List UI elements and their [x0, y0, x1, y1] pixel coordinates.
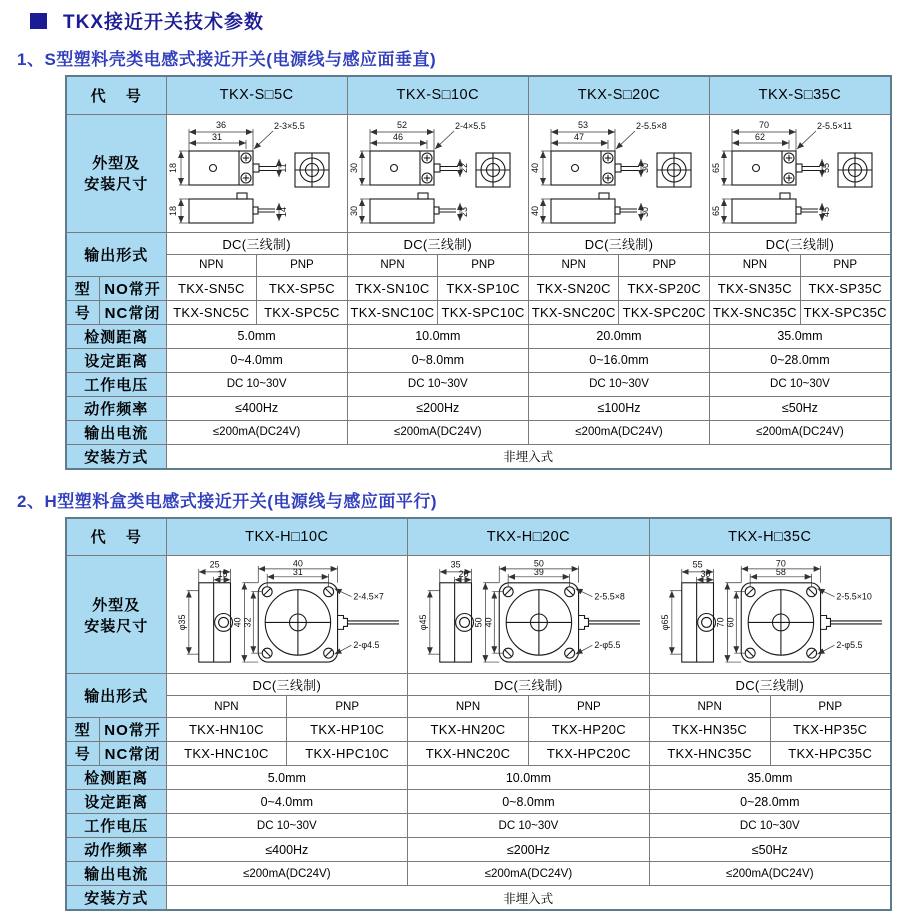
nc-closed-label: NC常闭: [99, 300, 166, 324]
frequency-row: [66, 396, 891, 420]
value-cell: ≤200Hz: [408, 838, 650, 862]
set-distance-row: [66, 790, 891, 814]
model-cell: TKX-SPC35C: [800, 300, 891, 324]
value-cell: 0~8.0mm: [408, 790, 650, 814]
dim-label: 40: [530, 206, 540, 216]
output-form-row: [66, 674, 891, 696]
value-cell: ≤200mA(DC24V): [649, 862, 891, 886]
detect-distance-label: 检测距离: [66, 766, 166, 790]
output-form-row: [66, 232, 891, 254]
model-cell: TKX-SNC5C: [166, 300, 257, 324]
h-outline-drawing-10c: [167, 557, 407, 672]
value-cell: ≤200mA(DC24V): [528, 420, 709, 444]
s-outline-drawing-35c: [710, 115, 891, 231]
npn-cell: NPN: [710, 254, 801, 276]
mounting-label: 安装方式: [66, 444, 166, 469]
model-column-header: TKX-S□35C: [710, 76, 891, 114]
value-cell: DC 10~30V: [649, 814, 891, 838]
model-cell: TKX-HN20C: [408, 718, 529, 742]
pnp-cell: PNP: [770, 696, 891, 718]
dim-label: 15: [217, 569, 227, 579]
dim-label: 70: [776, 558, 786, 568]
dc-type-cell: DC(三线制): [649, 674, 891, 696]
mounting-label: 安装方式: [66, 886, 166, 911]
detect-distance-row: [66, 766, 891, 790]
dim-label: 35: [451, 559, 461, 569]
model-column-header: TKX-H□20C: [408, 518, 650, 556]
model-cell: TKX-HNC35C: [649, 742, 770, 766]
dim-label: 31: [212, 132, 222, 142]
dim-label: 65: [711, 163, 721, 173]
value-cell: DC 10~30V: [166, 814, 408, 838]
value-cell: DC 10~30V: [710, 372, 891, 396]
value-cell: 0~4.0mm: [166, 348, 347, 372]
value-cell: DC 10~30V: [528, 372, 709, 396]
npn-cell: NPN: [166, 254, 257, 276]
s-outline-drawing-5c: [167, 115, 348, 231]
value-cell: ≤50Hz: [649, 838, 891, 862]
nc-closed-label: NC常闭: [99, 742, 166, 766]
value-cell: 35.0mm: [649, 766, 891, 790]
dim-label: 14: [278, 207, 288, 217]
pnp-cell: PNP: [800, 254, 891, 276]
value-cell: 35.0mm: [710, 324, 891, 348]
dim-label: 40: [293, 558, 303, 568]
value-cell: ≤100Hz: [528, 396, 709, 420]
dims-label-line1: 外型及: [92, 597, 140, 614]
datasheet-page: [0, 7, 900, 895]
code-row-label: 代 号: [66, 518, 166, 556]
value-cell: ≤200mA(DC24V): [166, 862, 408, 886]
model-cell: TKX-SNC35C: [710, 300, 801, 324]
model-column-header: TKX-S□5C: [166, 76, 347, 114]
value-cell: 0~28.0mm: [710, 348, 891, 372]
dim-label: 46: [393, 132, 403, 142]
page-title-text: TKX接近开关技术参数: [63, 7, 264, 34]
value-cell: 0~28.0mm: [649, 790, 891, 814]
dimensions-row-label: [66, 556, 166, 674]
model-char-cell: 号: [66, 742, 99, 766]
header-row: [66, 76, 891, 114]
dim-label: 39: [534, 567, 544, 577]
code-row-label: 代 号: [66, 76, 166, 114]
dim-label: 23: [459, 207, 469, 217]
dim-label: 30: [640, 207, 650, 217]
dim-label: 53: [578, 120, 588, 130]
dim-label: 22: [459, 163, 469, 173]
dim-label: 2-φ4.5: [353, 640, 379, 650]
pnp-cell: PNP: [528, 696, 649, 718]
model-cell: TKX-SN35C: [710, 276, 801, 300]
model-cell: TKX-SP10C: [438, 276, 529, 300]
pnp-cell: PNP: [287, 696, 408, 718]
section2-heading: 2、H型塑料盒类电感式接近开关(电源线与感应面平行): [17, 487, 900, 512]
model-cell: TKX-HN35C: [649, 718, 770, 742]
dim-label: 40: [530, 163, 540, 173]
model-cell: TKX-SPC5C: [257, 300, 348, 324]
dim-label: 2-5.5×10: [836, 592, 871, 602]
dim-label: φ35: [177, 615, 187, 631]
drawing-cell: [649, 556, 891, 674]
value-cell: 0~16.0mm: [528, 348, 709, 372]
model-cell: TKX-SN20C: [528, 276, 619, 300]
h-type-spec-table: [65, 517, 892, 911]
dims-label-line2: 安装尺寸: [84, 618, 148, 635]
value-cell: 0~8.0mm: [347, 348, 528, 372]
nc-model-row: [66, 742, 891, 766]
model-column-header: TKX-S□20C: [528, 76, 709, 114]
dim-label: 70: [759, 120, 769, 130]
npn-pnp-row: [66, 254, 891, 276]
dim-label: 70: [715, 617, 725, 627]
dim-label: 18: [168, 163, 178, 173]
voltage-row: [66, 372, 891, 396]
dim-label: 2-5.5×11: [817, 121, 852, 131]
model-cell: TKX-HPC10C: [287, 742, 408, 766]
dim-label: 55: [692, 559, 702, 569]
dim-label: 62: [755, 132, 765, 142]
section1-heading: 1、S型塑料壳类电感式接近开关(电源线与感应面垂直): [17, 45, 900, 70]
value-cell: 5.0mm: [166, 766, 408, 790]
detect-distance-row: [66, 324, 891, 348]
frequency-label: 动作频率: [66, 396, 166, 420]
dimensions-row-label: [66, 114, 166, 232]
dim-label: 2-φ5.5: [595, 640, 621, 650]
dc-type-cell: DC(三线制): [528, 232, 709, 254]
model-cell: TKX-SPC10C: [438, 300, 529, 324]
dim-label: 2-4.5×7: [353, 592, 384, 602]
page-title: [30, 7, 900, 34]
value-cell: ≤200Hz: [347, 396, 528, 420]
dim-label: 60: [725, 617, 735, 627]
dc-type-cell: DC(三线制): [408, 674, 650, 696]
output-form-label: 输出形式: [66, 232, 166, 276]
dim-label: 2-5.5×8: [595, 592, 626, 602]
dim-label: 2-3×5.5: [274, 121, 305, 131]
value-cell: 5.0mm: [166, 324, 347, 348]
model-cell: TKX-HN10C: [166, 718, 287, 742]
model-column-header: TKX-S□10C: [347, 76, 528, 114]
model-cell: TKX-HP35C: [770, 718, 891, 742]
value-cell: 20.0mm: [528, 324, 709, 348]
dim-label: 30: [640, 163, 650, 173]
value-cell: 0~4.0mm: [166, 790, 408, 814]
dc-type-cell: DC(三线制): [166, 674, 408, 696]
s-outline-drawing-10c: [348, 115, 529, 231]
value-cell: 10.0mm: [408, 766, 650, 790]
value-cell: ≤200mA(DC24V): [710, 420, 891, 444]
dimension-drawing-row: [66, 556, 891, 674]
no-open-label: NO常开: [99, 718, 166, 742]
current-row: [66, 420, 891, 444]
dims-label-line1: 外型及: [92, 155, 140, 172]
npn-pnp-row: [66, 696, 891, 718]
model-column-header: TKX-H□35C: [649, 518, 891, 556]
voltage-label: 工作电压: [66, 372, 166, 396]
dim-label: φ65: [660, 615, 670, 631]
value-cell: ≤200mA(DC24V): [408, 862, 650, 886]
dim-label: 30: [349, 206, 359, 216]
model-cell: TKX-SP35C: [800, 276, 891, 300]
npn-cell: NPN: [408, 696, 529, 718]
current-label: 输出电流: [66, 420, 166, 444]
mounting-value-cell: 非埋入式: [166, 886, 891, 911]
detect-distance-label: 检测距离: [66, 324, 166, 348]
model-cell: TKX-HP20C: [528, 718, 649, 742]
frequency-label: 动作频率: [66, 838, 166, 862]
dim-label: 55: [821, 163, 831, 173]
pnp-cell: PNP: [257, 254, 348, 276]
value-cell: ≤200mA(DC24V): [166, 420, 347, 444]
model-cell: TKX-SP20C: [619, 276, 710, 300]
dim-label: φ45: [418, 615, 428, 631]
mounting-row: [66, 886, 891, 911]
drawing-cell: [710, 114, 891, 232]
no-model-row: [66, 276, 891, 300]
model-cell: TKX-SP5C: [257, 276, 348, 300]
model-cell: TKX-SNC20C: [528, 300, 619, 324]
dc-type-cell: DC(三线制): [166, 232, 347, 254]
pnp-cell: PNP: [438, 254, 529, 276]
no-model-row: [66, 718, 891, 742]
dims-label-line2: 安装尺寸: [84, 176, 148, 193]
dim-label: 50: [474, 617, 484, 627]
model-column-header: TKX-H□10C: [166, 518, 408, 556]
npn-cell: NPN: [166, 696, 287, 718]
npn-cell: NPN: [649, 696, 770, 718]
mounting-value-cell: 非埋入式: [166, 444, 891, 469]
dim-label: 50: [534, 558, 544, 568]
header-row: [66, 518, 891, 556]
dim-label: 2-φ5.5: [836, 640, 862, 650]
mounting-row: [66, 444, 891, 469]
set-distance-label: 设定距离: [66, 790, 166, 814]
value-cell: ≤200mA(DC24V): [347, 420, 528, 444]
model-cell: TKX-HNC20C: [408, 742, 529, 766]
set-distance-row: [66, 348, 891, 372]
dimension-drawing-row: [66, 114, 891, 232]
model-cell: TKX-HPC20C: [528, 742, 649, 766]
drawing-cell: [166, 114, 347, 232]
value-cell: ≤50Hz: [710, 396, 891, 420]
model-cell: TKX-HNC10C: [166, 742, 287, 766]
h-outline-drawing-35c: [650, 557, 890, 672]
dc-type-cell: DC(三线制): [710, 232, 891, 254]
dim-label: 52: [397, 120, 407, 130]
dim-label: 32: [242, 617, 252, 627]
model-cell: TKX-SPC20C: [619, 300, 710, 324]
dim-label: 30: [349, 163, 359, 173]
set-distance-label: 设定距离: [66, 348, 166, 372]
drawing-cell: [528, 114, 709, 232]
nc-model-row: [66, 300, 891, 324]
value-cell: ≤400Hz: [166, 396, 347, 420]
dim-label: 40: [232, 617, 242, 627]
value-cell: DC 10~30V: [347, 372, 528, 396]
dim-label: 36: [216, 120, 226, 130]
s-type-spec-table: [65, 75, 892, 470]
value-cell: ≤400Hz: [166, 838, 408, 862]
drawing-cell: [408, 556, 650, 674]
dim-label: 30: [700, 569, 710, 579]
frequency-row: [66, 838, 891, 862]
no-open-label: NO常开: [99, 276, 166, 300]
voltage-row: [66, 814, 891, 838]
output-form-label: 输出形式: [66, 674, 166, 718]
pnp-cell: PNP: [619, 254, 710, 276]
dim-label: 18: [168, 206, 178, 216]
npn-cell: NPN: [528, 254, 619, 276]
s-outline-drawing-20c: [529, 115, 710, 231]
dim-label: 11: [278, 163, 288, 172]
dim-label: 2-4×5.5: [455, 121, 486, 131]
model-char-cell: 号: [66, 300, 99, 324]
value-cell: DC 10~30V: [408, 814, 650, 838]
voltage-label: 工作电压: [66, 814, 166, 838]
model-cell: TKX-HP10C: [287, 718, 408, 742]
current-row: [66, 862, 891, 886]
value-cell: 10.0mm: [347, 324, 528, 348]
dim-label: 31: [293, 567, 303, 577]
model-cell: TKX-SN5C: [166, 276, 257, 300]
dim-label: 65: [711, 206, 721, 216]
model-cell: TKX-SN10C: [347, 276, 438, 300]
model-char-cell: 型: [66, 276, 99, 300]
dim-label: 2-5.5×8: [636, 121, 667, 131]
h-outline-drawing-20c: [408, 557, 648, 672]
dc-type-cell: DC(三线制): [347, 232, 528, 254]
model-char-cell: 型: [66, 718, 99, 742]
dim-label: 20: [459, 569, 469, 579]
dim-label: 45: [821, 207, 831, 217]
current-label: 输出电流: [66, 862, 166, 886]
dim-label: 58: [776, 567, 786, 577]
dim-label: 25: [209, 559, 219, 569]
title-bullet-icon: [30, 13, 47, 29]
drawing-cell: [166, 556, 408, 674]
drawing-cell: [347, 114, 528, 232]
dim-label: 40: [484, 617, 494, 627]
value-cell: DC 10~30V: [166, 372, 347, 396]
model-cell: TKX-HPC35C: [770, 742, 891, 766]
npn-cell: NPN: [347, 254, 438, 276]
dim-label: 47: [574, 132, 584, 142]
model-cell: TKX-SNC10C: [347, 300, 438, 324]
